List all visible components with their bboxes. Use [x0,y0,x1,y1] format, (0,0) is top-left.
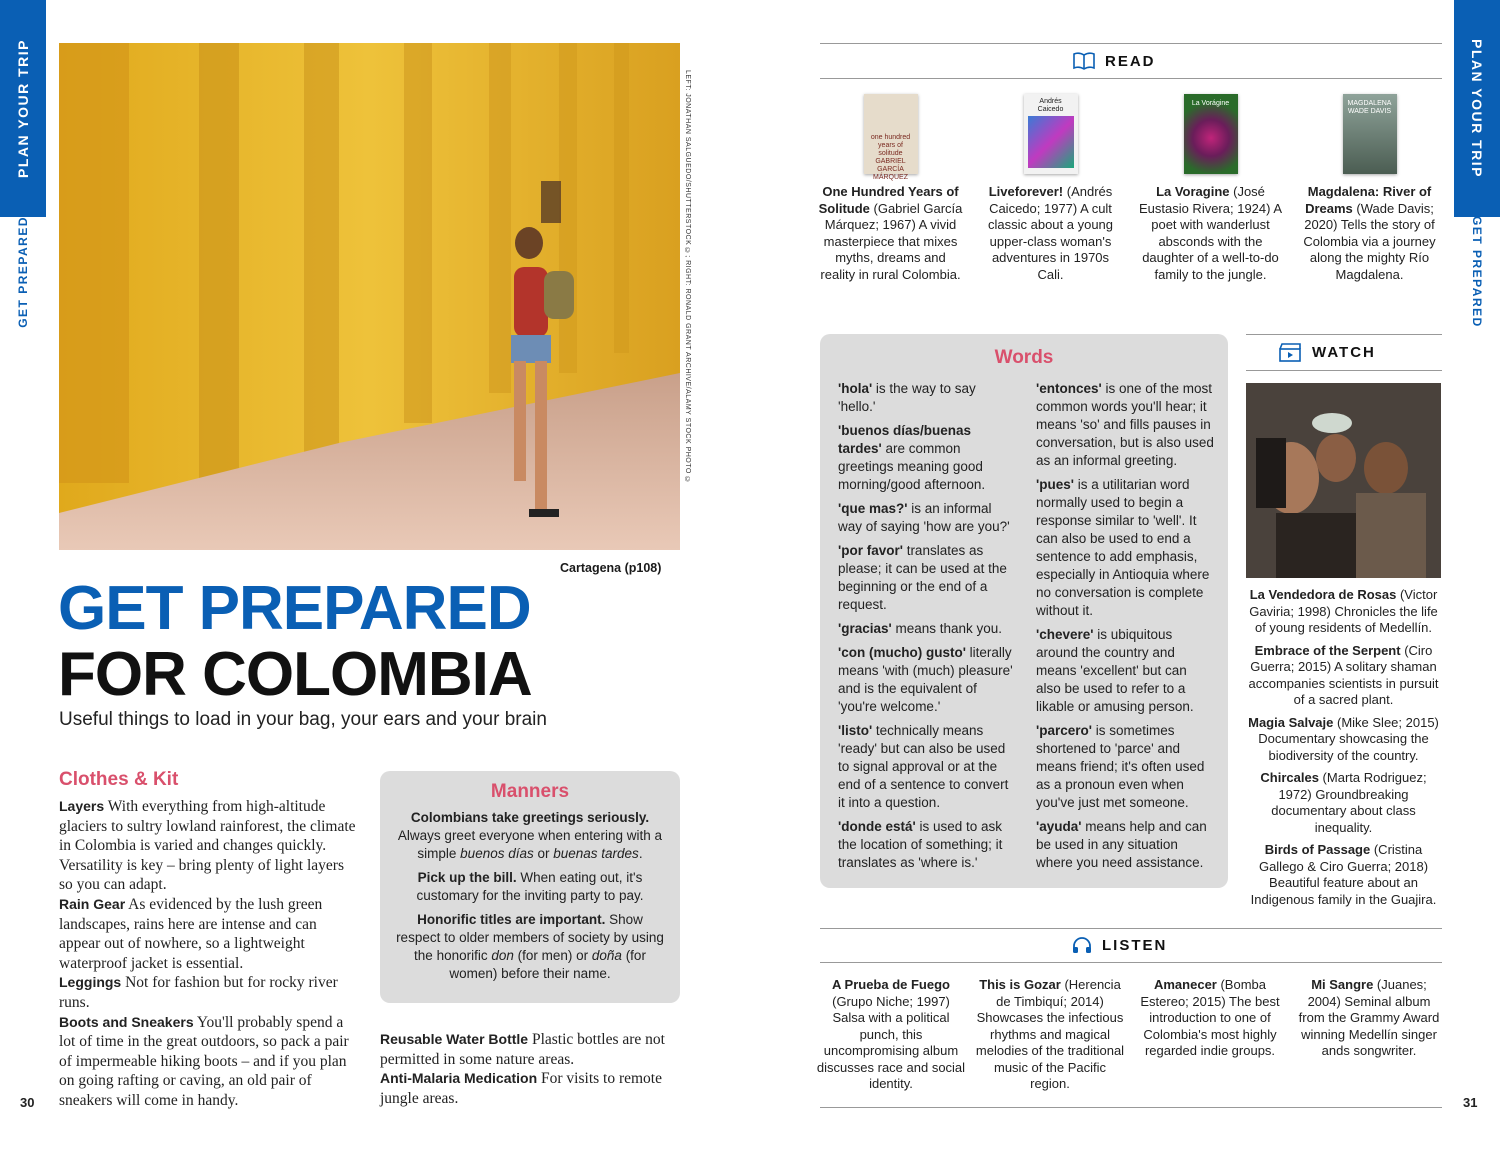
book-item: one hundred years of solitude GABRIEL GARCÍA MÁRQUEZ One Hundred Years of Solitude (Gabriel García Márquez; 1967) A vivid masterpiece that mixes myths, dreams and reality in rural Colombia. [818,94,963,283]
title-subtitle: Useful things to load in your bag, your ears and your brain [59,709,547,730]
word-entry: 'con (mucho) gusto' literally means 'with (much) pleasure' and is the equivalent of 'you're welcome.' [838,645,1013,714]
film-entry: Magia Salvaje (Mike Slee; 2015) Documentary showcasing the biodiversity of the country. [1248,714,1439,763]
word-entry: 'parcero' is sometimes shortened to 'parce' and means friend; it's often used as a pronoun even when you've just met someone. [1036,723,1205,810]
side-tab-right [1454,0,1500,327]
words-column-right [1036,380,1214,878]
clothes-list-continued [380,1030,680,1108]
word-entry: 'entonces' is one of the most common words you'll hear; it means 'so' and fills pauses in conversation, but is also used as an informal greeting. [1036,381,1214,468]
film-entry: La Vendedora de Rosas (Victor Gaviria; 1998) Chronicles the life of young residents of Medellín. [1249,587,1438,635]
plan-your-trip-label: PLAN YOUR TRIP [15,39,31,178]
film-still-photo [1246,383,1441,578]
listen-label: LISTEN [1102,936,1168,954]
page-number-right: 31 [1463,1095,1478,1110]
clothes-item: Anti-Malaria Medication For visits to remote jungle areas. [380,1070,662,1107]
clapperboard-icon [1278,342,1302,362]
read-label: READ [1105,52,1156,70]
listen-middle-rule [820,962,1442,963]
page-number-left: 30 [20,1095,35,1110]
word-entry: 'pues' is a utilitarian word normally used to begin a response similar to 'well'. It can also be used to end a sentence to add emphasis, especially in Antioquia where no conversation is complete without it. [1036,477,1210,618]
manners-box [380,771,680,1003]
clothes-item: Layers With everything from high-altitude glaciers to sultry lowland rainforest, the climate in Colombia is varied and changes quickly. Versatility is key – bring plenty of light layers so you can adapt. [59,798,356,894]
film-entry: Embrace of the Serpent (Ciro Guerra; 2015) A solitary shaman accompanies scientists in pursuit of a sacred plant. [1248,642,1439,707]
plan-your-trip-label-right: PLAN YOUR TRIP [1469,39,1485,178]
photo-credit: LEFT: JONATHAN SALGUEDO/SHUTTERSTOCK ©; RIGHT: RONALD GRANT ARCHIVE/ALAMY STOCK PHOTO © [684,70,691,484]
words-box [820,334,1228,888]
word-entry: 'que mas?' is an informal way of saying 'how are you?' [838,501,1010,534]
album-entry: Mi Sangre (Juanes; 2004) Seminal album from the Grammy Award winning Medellín singer ands songwriter. [1298,977,1440,1058]
watch-bottom-rule [1246,370,1442,371]
book-item: Andrés Caicedo Liveforever! (Andrés Caicedo; 1977) A cult classic about a young upper-class woman's adventures in 1970s Cali. [978,94,1123,283]
side-tab-left [0,0,46,327]
headphones-icon [1072,936,1092,954]
clothes-list [59,797,359,1111]
manners-item: Colombians take greetings seriously. Always greet everyone when entering with a simple buenos días or buenas tardes. [397,810,663,861]
get-prepared-label-right: GET PREPARED [1470,216,1484,328]
book-cover: Andrés Caicedo [1024,94,1078,174]
clothes-item: Leggings Not for fashion but for rocky river runs. [59,974,338,1011]
film-entry: Birds of Passage (Cristina Gallego & Ciro Guerra; 2018) Beautiful feature about an Indigenous family in the Guajira. [1250,842,1437,907]
listen-bottom-rule [820,1107,1442,1108]
photo-caption: Cartagena (p108) [560,561,662,575]
watch-list [1246,587,1441,914]
get-prepared-tab[interactable] [0,217,46,327]
cartagena-illustration [59,43,680,550]
word-entry: 'donde está' is used to ask the location of something; it translates as 'where is.' [838,819,1003,870]
word-entry: 'gracias' means thank you. [838,621,1003,636]
plan-your-trip-tab-right[interactable] [1454,0,1500,217]
clothes-heading: Clothes & Kit [59,769,179,790]
book-cover: La Vorágine [1184,94,1238,174]
clothes-item: Boots and Sneakers You'll probably spend a lot of time in the great outdoors, so pack a pair of impermeable hiking boots – and if you plan on going rafting or caving, an old pair of sneakers will come in handy. [59,1013,349,1109]
book-item: MAGDALENA WADE DAVIS Magdalena: River of Dreams (Wade Davis; 2020) Tells the story of Colombia via a journey along the mighty Río Magdalena. [1297,94,1442,283]
listen-top-rule [820,928,1442,929]
book-icon [1073,52,1095,70]
film-still-illustration [1246,383,1441,578]
read-top-rule [820,43,1442,44]
book-item: La Vorágine La Voragine (José Eustasio Rivera; 1924) A poet with wanderlust absconds with the daughter of a well-to-do family to the jungle. [1138,94,1283,283]
title-line-2: FOR COLOMBIA [58,640,532,709]
word-entry: 'listo' technically means 'ready' but can also be used to signal approval or at the end of a sentence to convert it into a question. [838,723,1009,810]
manners-item: Honorific titles are important. Show respect to older members of society by using the honorific don (for men) or doña (for women) before their name. [396,912,664,981]
book-cover: one hundred years of solitude GABRIEL GARCÍA MÁRQUEZ [864,94,918,174]
read-bottom-rule [820,78,1442,79]
get-prepared-label: GET PREPARED [16,216,30,328]
album-entry: This is Gozar (Herencia de Timbiquí; 2014) Showcases the infectious rhythms and magical melodies of the traditional music of the Pacific region. [975,977,1125,1091]
film-entry: Chircales (Marta Rodriguez; 1972) Groundbreaking documentary about class inequality. [1260,770,1427,835]
watch-top-rule [1246,334,1442,335]
listen-section-label [1072,936,1167,954]
album-entry: Amanecer (Bomba Estereo; 2015) The best introduction to one of Colombia's most highly regarded indie groups. [1140,977,1280,1058]
watch-section-label [1278,342,1376,362]
words-column-left [838,380,1016,878]
clothes-item: Reusable Water Bottle Plastic bottles are not permitted in some nature areas. [380,1031,665,1068]
album-entry: A Prueba de Fuego (Grupo Niche; 1997) Salsa with a political punch, this uncompromising album discusses race and social identity. [816,977,966,1091]
word-entry: 'hola' is the way to say 'hello.' [838,381,976,414]
watch-label: WATCH [1312,343,1376,361]
book-cover: MAGDALENA WADE DAVIS [1343,94,1397,174]
words-heading: Words [994,347,1054,368]
word-entry: 'ayuda' means help and can be used in any situation where you need assistance. [1036,819,1207,870]
manners-item: Pick up the bill. When eating out, it's customary for the inviting party to pay. [416,870,644,903]
word-entry: 'buenos días/buenas tardes' are common greetings meaning good morning/good afternoon. [838,423,986,492]
clothes-item: Rain Gear As evidenced by the lush green landscapes, rains here are intense and can appear out of nowhere, so a lightweight waterproof jacket is essential. [59,895,323,972]
plan-your-trip-tab[interactable] [0,0,46,217]
get-prepared-tab-right[interactable] [1454,217,1500,327]
read-section-label [1073,52,1156,70]
word-entry: 'por favor' translates as please; it can be used at the beginning or the end of a request. [838,543,1007,612]
title-line-1: GET PREPARED [58,574,531,643]
cartagena-photo [59,43,680,550]
word-entry: 'chevere' is ubiquitous around the country and means 'excellent' but can also be used to refer to a likable or amusing person. [1036,627,1194,714]
manners-heading: Manners [490,781,570,802]
